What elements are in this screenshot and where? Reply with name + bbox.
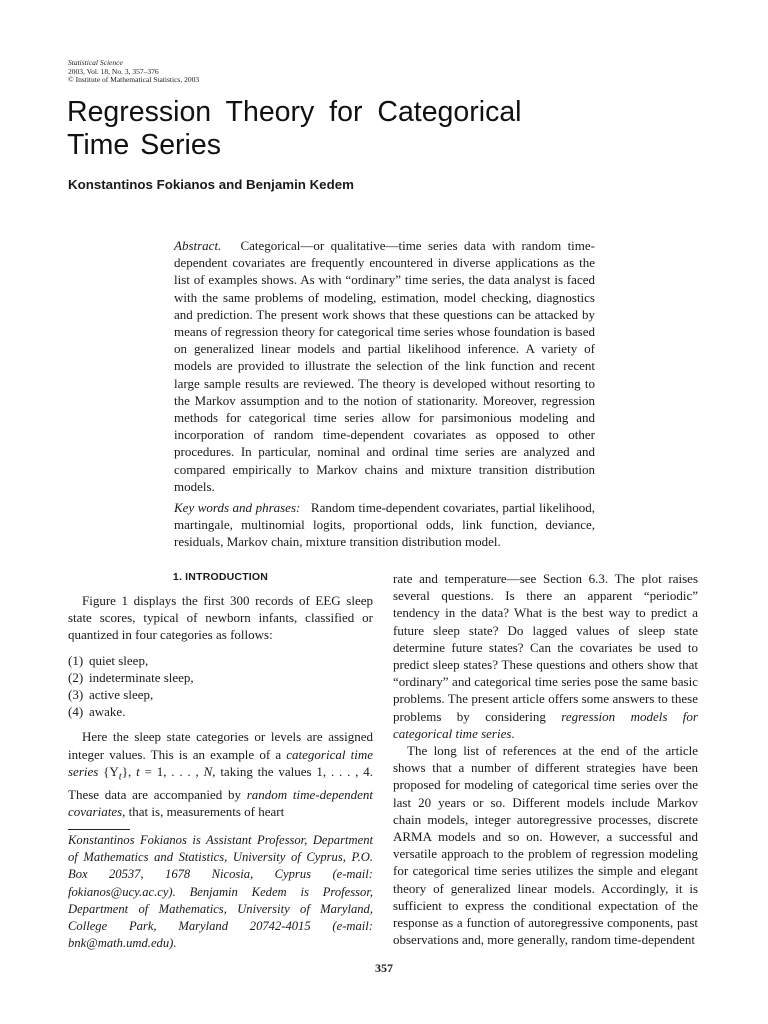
list-item: (1) quiet sleep,	[68, 652, 149, 668]
footnote-divider	[68, 829, 130, 830]
list-item: (3) active sleep,	[68, 687, 154, 703]
author-footnote: Konstantinos Fokianos is Assistant Professor, Department of Mathematics and Statistics, University of Cyprus, P.O. Box 20537, 1678 Nicosia, Cyprus (e-mail: fokianos@ucy.ac.cy). Benjamin Kedem is Professor, Department of Mathematics, University of Maryland, College Park, Maryland 20742-4015 (e-mail: bnk@math.umd.edu).	[68, 833, 373, 951]
list-item: (4) awake.	[68, 704, 126, 720]
abstract-label: Abstract.	[174, 238, 222, 253]
section-heading: 1. INTRODUCTION	[172, 571, 269, 583]
sleep-state-list	[68, 652, 373, 721]
abstract-block	[174, 237, 595, 551]
intro-paragraph-2: Here the sleep state categories or levels are assigned integer values. This is an example of a categorical time series $\{Y_t\}$, t = 1, . . . , N, taking the values 1, . . . , 4. These data are accompanied by random time-dependent covariates, that is, measurements of heart	[68, 729, 373, 819]
journal-header	[68, 59, 199, 85]
right-paragraph-2: The long list of references at the end of the article shows that a number of different strategies have been proposed for modeling of categorical time series over the last 20 years or so. Different models include Markov chain models, integer autoregressive processes, discrete ARMA models and so on. However, a successful and versatile approach to the problem of regression modeling for categorical time series utilizes the simple and elegant theory of generalized linear models. Accordingly, it is sufficient to express the conditional expectation of the response as a function of autoregressive components, past observations and, more generally, random time-dependent	[393, 743, 698, 948]
abstract-text: Categorical—or qualitative—time series data with random time-dependent covariates are frequently encountered in diverse applications as the list of examples shows. As with “ordinary” time series, the data analyst is faced with the same problems of modeling, estimation, model checking, diagnostics and prediction. The present work shows that these questions can be attacked by means of regression theory for categorical time series whose foundation is based on generalized linear models and partial likelihood inference. A variety of models are provided to illustrate the selection of the link function and recent large sample results are reviewed. The theory is developed without resorting to the Markov assumption and to the notion of stationarity. Moreover, regression methods for categorical time series allow for parsimonious modeling and incorporation of random time-dependent covariates as opposed to other procedures. In particular, nominal and ordinal time series are analyzed and compared empirically to Markov chains and mixture transition distribution models.	[174, 238, 595, 494]
paper-authors: Konstantinos Fokianos and Benjamin Kedem	[68, 177, 354, 192]
paper-title	[67, 96, 522, 162]
keywords-label: Key words and phrases:	[174, 500, 301, 516]
emphasized-term: regression models for categorical time series	[393, 708, 698, 741]
abstract-paragraph	[174, 237, 595, 495]
left-column	[68, 570, 373, 820]
right-column	[393, 570, 698, 948]
right-paragraph-1: rate and temperature—see Section 6.3. The plot raises several questions. Is there an apparent “periodic” tendency in the data? What is the best way to predict a future sleep state? Do lagged values of sleep state determine future states? Can the covariates be used to predict sleep states? These questions and others show that “ordinary” and categorical time series pose the same basic problems. The present article offers some answers to these problems by considering regression models for categorical time series.	[393, 571, 698, 741]
keywords-paragraph	[174, 499, 595, 551]
intro-paragraph-1: Figure 1 displays the first 300 records of EEG sleep state scores, typical of newborn infants, classified or quantized in four categories as follows:	[68, 593, 373, 643]
emphasized-term: random time-dependent covariates	[68, 786, 373, 819]
journal-citation: 2003, Vol. 18, No. 3, 357–376	[68, 66, 159, 76]
emphasized-term: categorical time series	[68, 746, 373, 779]
keywords-text: Random time-dependent covariates, partial likelihood, martingale, multinomial logits, proportional odds, link function, deviance, residuals, Markov chain, mixture transition distribution model.	[174, 500, 596, 550]
list-item: (2) indeterminate sleep,	[68, 669, 194, 685]
paper-title-line-1: Regression Theory for Categorical	[67, 96, 522, 128]
paper-title-line-2: Time Series	[67, 129, 221, 161]
journal-name: Statistical Science	[68, 58, 123, 67]
page-number: 357	[375, 961, 393, 975]
journal-copyright: © Institute of Mathematical Statistics, 2003	[68, 75, 200, 85]
